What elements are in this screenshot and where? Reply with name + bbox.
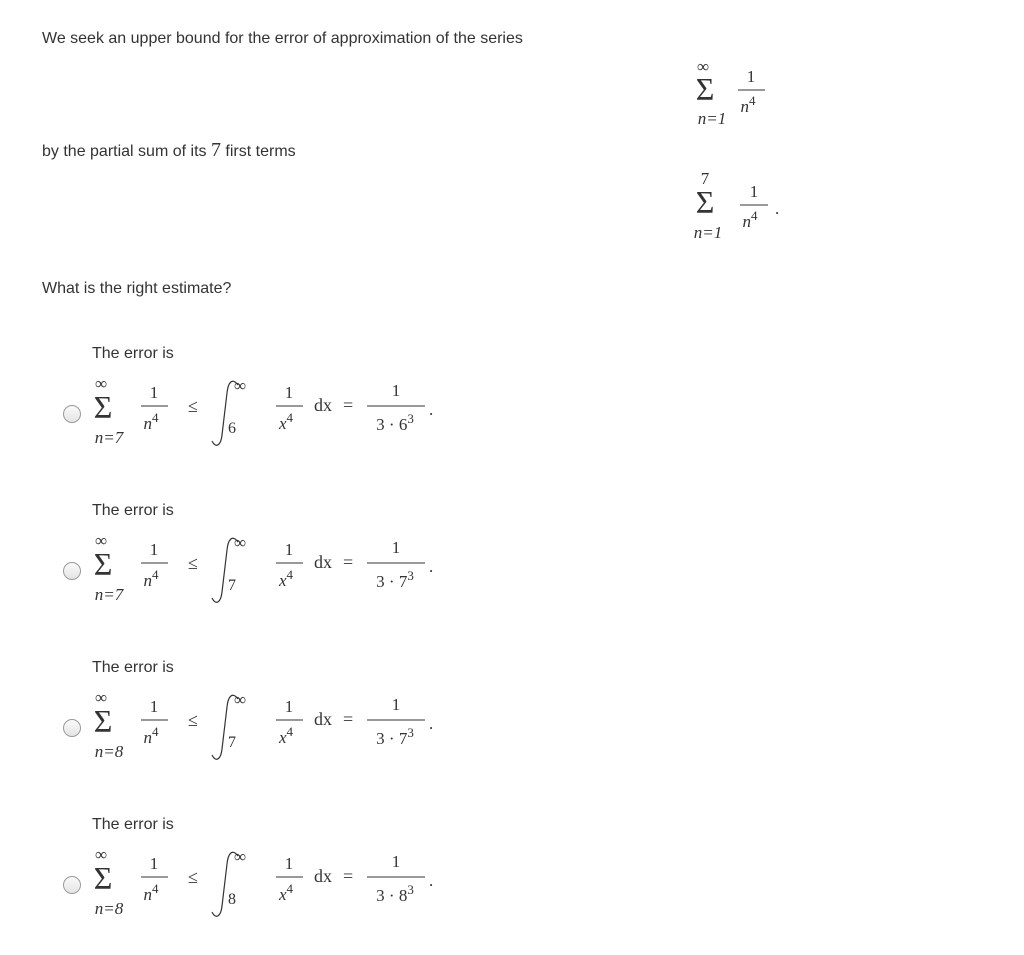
option-sum-bottom: n=7 bbox=[94, 428, 124, 447]
option-result-num: 1 bbox=[391, 852, 401, 871]
partial-sum-formula bbox=[683, 168, 793, 244]
series-denominator: $n^4$ bbox=[740, 93, 756, 116]
option-result-den: $3 \cdot 8^3$ bbox=[376, 882, 414, 905]
option-dx: dx bbox=[314, 709, 332, 729]
option-result-den: $3 \cdot 7^3$ bbox=[376, 568, 414, 591]
option-trailing: . bbox=[429, 714, 434, 733]
series-sum-top: ∞ bbox=[696, 57, 710, 76]
option-sum-top: ∞ bbox=[94, 688, 108, 707]
option-result-num: 1 bbox=[391, 381, 401, 400]
option-formula bbox=[88, 375, 468, 455]
partial-sum-numerator: 1 bbox=[749, 182, 759, 201]
partial-text-after: first terms bbox=[225, 143, 296, 160]
question-intro: We seek an upper bound for the error of approximation of the series bbox=[42, 30, 523, 47]
partial-sum-top: 7 bbox=[700, 169, 710, 188]
option-label: The error is bbox=[92, 816, 174, 833]
option-denominator: $n^4$ bbox=[143, 724, 159, 747]
option-denominator: $n^4$ bbox=[143, 567, 159, 590]
series-sum-bottom: n=1 bbox=[697, 109, 727, 128]
option-integrand-num: 1 bbox=[284, 854, 294, 873]
option-dx: dx bbox=[314, 395, 332, 415]
option-int-lower: 6 bbox=[228, 420, 236, 437]
option-equals: = bbox=[343, 709, 354, 729]
option-integrand-num: 1 bbox=[284, 697, 294, 716]
option-integrand-den: $x^4$ bbox=[278, 881, 294, 904]
series-formula bbox=[690, 58, 780, 130]
option-sum-bottom: n=8 bbox=[94, 899, 124, 918]
option-numerator: 1 bbox=[149, 697, 159, 716]
partial-sum-trailing: . bbox=[775, 199, 780, 218]
option-relation: ≤ bbox=[188, 396, 198, 416]
option-sum-top: ∞ bbox=[94, 531, 108, 550]
partial-sum-bottom: n=1 bbox=[693, 223, 723, 242]
option-dx: dx bbox=[314, 552, 332, 572]
partial-text-before: by the partial sum of its bbox=[42, 143, 207, 160]
option-integrand-den: $x^4$ bbox=[278, 724, 294, 747]
option-denominator: $n^4$ bbox=[143, 881, 159, 904]
option-result-num: 1 bbox=[391, 538, 401, 557]
sigma-icon: Σ bbox=[93, 546, 113, 582]
option-numerator: 1 bbox=[149, 383, 159, 402]
option-numerator: 1 bbox=[149, 540, 159, 559]
option-equals: = bbox=[343, 866, 354, 886]
option-sum-bottom: n=8 bbox=[94, 742, 124, 761]
option-integrand-num: 1 bbox=[284, 383, 294, 402]
option-radio[interactable] bbox=[63, 876, 81, 894]
option-sum-top: ∞ bbox=[94, 845, 108, 864]
option-int-lower: 8 bbox=[228, 891, 236, 908]
option-label: The error is bbox=[92, 502, 174, 519]
sigma-icon: Σ bbox=[93, 860, 113, 896]
option-formula bbox=[88, 689, 468, 769]
option-integrand-num: 1 bbox=[284, 540, 294, 559]
option-relation: ≤ bbox=[188, 553, 198, 573]
option-relation: ≤ bbox=[188, 867, 198, 887]
option-formula bbox=[88, 532, 468, 612]
option-result-den: $3 \cdot 7^3$ bbox=[376, 725, 414, 748]
option-radio[interactable] bbox=[63, 405, 81, 423]
question-prompt: What is the right estimate? bbox=[42, 280, 232, 297]
option-int-upper: ∞ bbox=[234, 847, 247, 866]
option-label: The error is bbox=[92, 659, 174, 676]
option-sum-bottom: n=7 bbox=[94, 585, 124, 604]
option-label: The error is bbox=[92, 345, 174, 362]
option-equals: = bbox=[343, 395, 354, 415]
sigma-icon: Σ bbox=[93, 389, 113, 425]
option-int-upper: ∞ bbox=[234, 376, 247, 395]
option-radio[interactable] bbox=[63, 562, 81, 580]
option-numerator: 1 bbox=[149, 854, 159, 873]
option-int-lower: 7 bbox=[228, 734, 236, 751]
option-int-upper: ∞ bbox=[234, 533, 247, 552]
sigma-icon: Σ bbox=[695, 71, 715, 107]
option-dx: dx bbox=[314, 866, 332, 886]
option-trailing: . bbox=[429, 557, 434, 576]
option-trailing: . bbox=[429, 871, 434, 890]
series-numerator: 1 bbox=[746, 67, 756, 86]
option-equals: = bbox=[343, 552, 354, 572]
option-sum-top: ∞ bbox=[94, 374, 108, 393]
option-trailing: . bbox=[429, 400, 434, 419]
option-relation: ≤ bbox=[188, 710, 198, 730]
option-integrand-den: $x^4$ bbox=[278, 410, 294, 433]
partial-sum-denominator: $n^4$ bbox=[742, 208, 758, 231]
sigma-icon: Σ bbox=[695, 184, 715, 220]
option-result-den: $3 \cdot 6^3$ bbox=[376, 411, 414, 434]
option-formula bbox=[88, 846, 468, 926]
option-denominator: $n^4$ bbox=[143, 410, 159, 433]
partial-sum-sentence bbox=[42, 139, 296, 162]
partial-count: 7 bbox=[210, 139, 221, 161]
option-result-num: 1 bbox=[391, 695, 401, 714]
option-int-upper: ∞ bbox=[234, 690, 247, 709]
option-integrand-den: $x^4$ bbox=[278, 567, 294, 590]
option-radio[interactable] bbox=[63, 719, 81, 737]
option-int-lower: 7 bbox=[228, 577, 236, 594]
sigma-icon: Σ bbox=[93, 703, 113, 739]
